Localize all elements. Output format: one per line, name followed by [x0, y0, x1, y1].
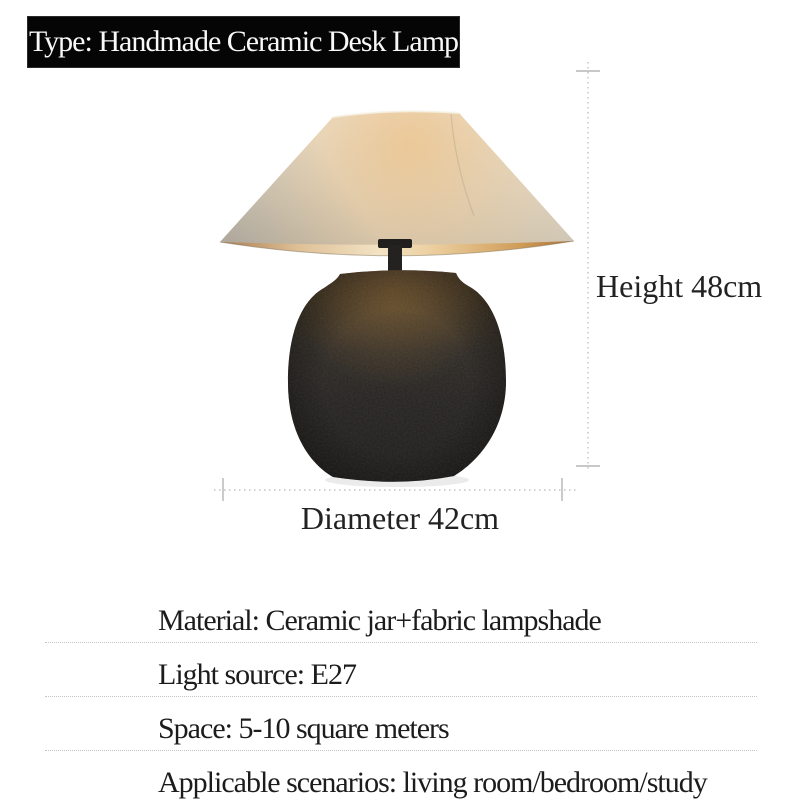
spec-row-material — [45, 589, 757, 643]
height-dimension-label: Height 48cm — [596, 268, 763, 304]
spec-list — [45, 589, 757, 800]
spec-row-scenarios-label: Applicable scenarios: living room/bedroom/study — [158, 766, 707, 799]
spec-row-space — [45, 697, 757, 751]
spec-row-scenarios — [45, 751, 757, 800]
spec-row-material-label: Material: Ceramic jar+fabric lampshade — [158, 604, 601, 637]
height-dimension-line — [576, 62, 600, 472]
diameter-dimension-label: Diameter 42cm — [300, 500, 500, 536]
spec-row-space-label: Space: 5-10 square meters — [158, 712, 449, 745]
type-banner — [27, 16, 460, 68]
spec-row-light-source-label: Light source: E27 — [158, 658, 356, 691]
type-banner-label: Type: Handmade Ceramic Desk Lamp — [28, 25, 459, 58]
spec-row-light-source — [45, 643, 757, 697]
ceramic-jar — [285, 265, 510, 490]
